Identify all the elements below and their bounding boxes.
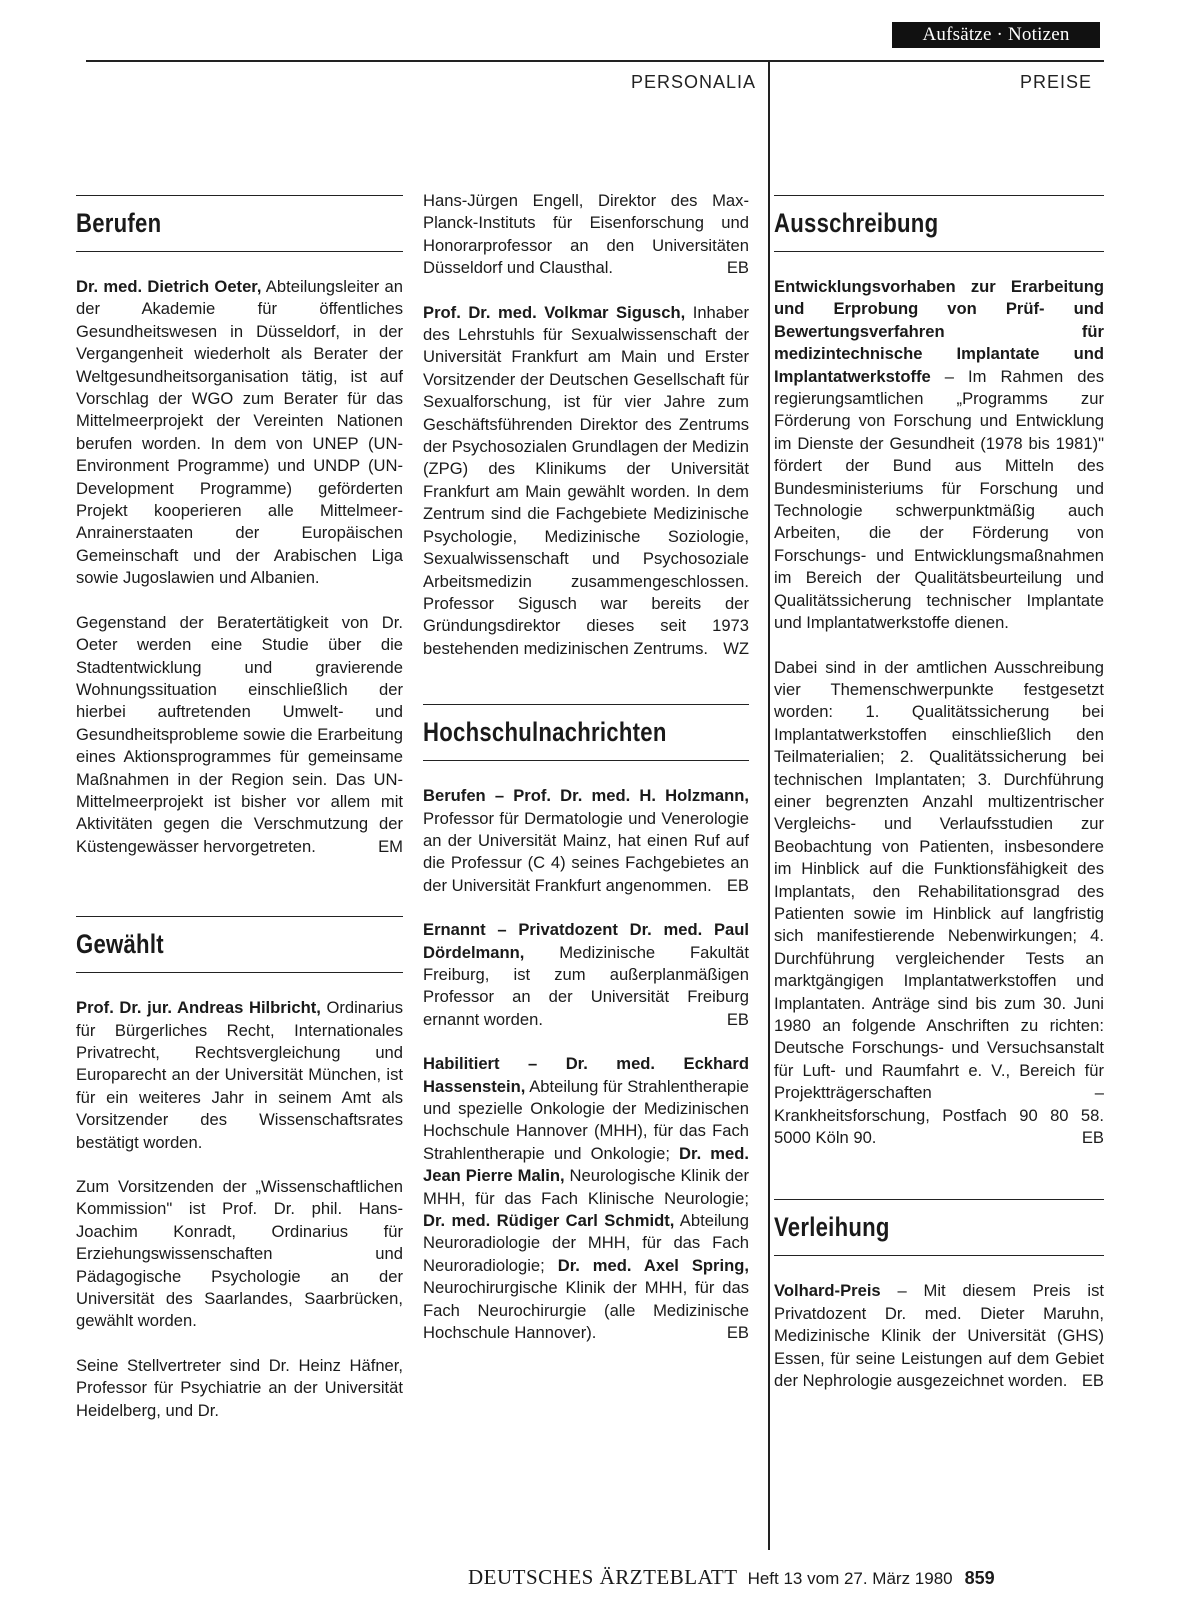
heading-hochschulnachrichten: Hochschulnachrichten [423,717,667,748]
paragraph-text: Neurologische Klinik der MHH, für das Fach Klinische Neurologie; [423,1166,749,1208]
person-name: Dr. med. Rüdiger Carl Schmidt, [423,1211,675,1231]
paragraph-konradt [76,1176,403,1333]
paragraph-text: Abteilungsleiter an der Akademie für öffentliches Gesundheitswesen in Düsseldorf, in der Vergangenheit wiederholt als Berater der Weltgesundheitsorganisation tätig, ist auf Vorschlag der WGO zum Berater für das Mittelmeerprojekt der Vereinten Nationen berufen worden. In dem von UNEP (UN-Environment Programme) und UNDP (UN-Development Programme) geförderten Projekt kooperieren alle Mittelmeer-Anrainerstaaten der Europäischen Gemeinschaft und der Arabischen Liga sowie Jugoslawien und Albanien. [76,277,403,588]
author-initials: WZ [723,638,749,658]
paragraph-entwicklungsvorhaben [774,276,1104,635]
author-initials: EM [378,836,403,856]
person-name: Dr. med. Jean Pierre Malin, [423,1143,749,1186]
item-lead: Volhard-Preis [774,1281,881,1301]
author-initials: EB [1081,1128,1104,1148]
heading-rule [423,704,749,705]
paragraph-volhard-preis [774,1280,1104,1392]
heading-rule [76,916,403,917]
paragraph-text: Abteilung Neuroradiologie der MHH, für das Fach Neuroradiologie; [423,1211,749,1275]
paragraph-text: Seine Stellvertreter sind Dr. Heinz Häfner, Professor für Psychiatrie an der Universität Heidelberg, und Dr. [76,1355,403,1420]
paragraph-text: Professor für Dermatologie und Venerologie an der Universität Mainz, hat einen Ruf auf die Professur (C 4) seines Fachgebietes an der Universität Frankfurt angenommen. [423,808,749,895]
paragraph-text: Inhaber des Lehrstuhls für Sexualwissenschaft der Universität Frankfurt am Main und Erster Vorsitzender der Deutschen Gesellschaft für Sexualforschung, ist für vier Jahre zum Geschäftsführenden Direktor des Zentrums der Psychosozialen Grundlagen der Medizin (ZPG) des Klinikums der Universität Frankfurt am Main gewählt worden. In dem Zentrum sind die Fachgebiete Medizinische Psychologie, Medizinische Soziologie, Sexualwissenschaft und Psychosoziale Arbeitsmedizin zusammengeschlossen. Professor Sigusch war bereits der Gründungsdirektor dieses seit 1973 bestehenden medizinischen Zentrums. [423,302,749,658]
paragraph-text: – Mit diesem Preis ist Privatdozent Dr. med. Dieter Maruhn, Medizinische Klinik der Universität (GHS) Essen, für seine Leistungen auf dem Gebiet der Nephrologie ausgezeichnet worden. [774,1281,1104,1391]
heading-rule [76,972,403,973]
author-initials: EB [726,875,749,895]
person-name: Prof. Dr. med. Volkmar Sigusch, [423,302,686,322]
paragraph-text: Ordinarius für Bürgerliches Recht, Internationales Privatrecht, Rechtsvergleichung und Europarecht an der Universität München, ist für ein weiteres Jahr in seinem Amt als Vorsitzender des Wissenschaftsrates bestätigt worden. [76,998,404,1152]
paragraph-text: Gegenstand der Beratertätigkeit von Dr. Oeter werden eine Studie über die Stadtentwicklung und gravierende Wohnungssituation einschließlich der hierbei auftretenden Umwelt- und Gesundheitsprobleme sowie die Erarbeitung eines Aktionsprogrammes für gemeinsame Maßnahmen in der Region sein. Das UN-Mittelmeerprojekt ist bisher vor allem mit Aktivitäten gegen die Verschmutzung der Küstengewässer hervorgetreten. [76,612,403,856]
heading-block-gewaehlt [76,916,403,973]
heading-rule [774,1199,1104,1200]
paragraph-engell [423,190,749,280]
item-lead: Entwicklungsvorhaben zur Erarbeitung und Erprobung von Prüf- und Bewertungsverfahren für medizintechnische Implantate und Implantatwerkstoffe [774,277,1104,386]
paragraph-text: Abteilung für Strahlentherapie und spezielle Onkologie der Medizinischen Hochschule Hannover (MHH), für das Fach Strahlentherapie und Onkologie; [423,1076,749,1163]
top-rule [86,60,1104,62]
heading-rule [774,1255,1104,1256]
paragraph-oeter-beratung [76,612,403,858]
heading-rule [76,251,403,252]
paragraph-themenschwerpunkte [774,657,1104,1150]
author-initials: EB [726,1323,749,1343]
heading-gewaehlt: Gewählt [76,929,164,960]
page-number: 859 [964,1568,995,1588]
heading-rule [774,195,1104,196]
heading-berufen: Berufen [76,208,162,238]
paragraph-sigusch [423,302,749,661]
paragraph-holzmann [423,785,749,897]
author-initials: EB [726,1009,749,1029]
journal-name: DEUTSCHES ÄRZTEBLATT [468,1565,738,1589]
category-badge: Aufsätze · Notizen [892,22,1100,48]
column-3 [774,195,1104,1392]
paragraph-habilitationen [423,1053,749,1344]
paragraph-oeter [76,276,403,590]
paragraph-hilbricht [76,997,403,1154]
paragraph-text: Hans-Jürgen Engell, Direktor des Max-Planck-Instituts für Eisenforschung und Honorarprofessor an den Universitäten Düsseldorf und Clausthal. [423,191,749,278]
column-2 [423,190,749,1344]
heading-rule [76,195,403,196]
heading-block-berufen [76,195,403,252]
section-label-personalia: PERSONALIA [631,72,757,92]
paragraph-text: – Im Rahmen des regierungsamtlichen „Programms zur Förderung von Forschung und Entwicklung im Dienste der Gesundheit (1978 bis 1981)" fördert der Bund aus Mitteln des Bundesministeriums für Forschung und Technologie schwerpunktmäßig auch Arbeiten, die der Förderung von Forschungs- und Entwicklungsmaßnahmen im Bereich der Qualitätsbeurteilung und Qualitätssicherung technischer Implantate und Implantatwerkstoffe dienen. [774,366,1104,633]
item-lead: Berufen – Prof. Dr. med. H. Holzmann, [423,786,749,806]
section-label-preise: PREISE [1020,72,1093,92]
paragraph-doerdelmann [423,919,749,1031]
heading-block-hochschulnachrichten [423,704,749,761]
page-footer [468,1565,1108,1590]
heading-rule [423,760,749,761]
heading-block-verleihung [774,1199,1104,1256]
item-lead: Ernannt – Privatdozent Dr. med. Paul Dördelmann, [423,920,749,962]
heading-rule [774,251,1104,252]
column-1 [76,195,403,1422]
person-name: Dr. med. Dietrich Oeter, [76,277,262,296]
paragraph-text: Zum Vorsitzenden der „Wissenschaftlichen Kommission" ist Prof. Dr. phil. Hans-Joachim Konradt, Ordinarius für Erziehungswissenschaften und Pädagogische Psychologie an der Universität des Saarlandes, Saarbrücken, gewählt worden. [76,1177,403,1331]
heading-block-ausschreibung [774,195,1104,252]
column-divider [768,60,770,1550]
paragraph-text: Medizinische Fakultät Freiburg, ist zum außerplanmäßigen Professor an der Universität Freiburg ernannt worden. [423,942,749,1029]
paragraph-stellvertreter [76,1355,403,1422]
heading-ausschreibung: Ausschreibung [774,208,939,238]
heading-verleihung: Verleihung [774,1212,890,1243]
person-name: Dr. med. Axel Spring, [557,1255,750,1275]
issue-info: Heft 13 vom 27. März 1980 [747,1569,953,1588]
person-name: Prof. Dr. jur. Andreas Hilbricht, [76,998,321,1018]
author-initials: EB [726,258,749,278]
paragraph-text: Neurochirurgische Klinik der MHH, für das Fach Neurochirurgie (alle Medizinische Hochschule Hannover). [423,1278,749,1343]
paragraph-text: Dabei sind in der amtlichen Ausschreibung vier Themenschwerpunkte festgesetzt worden: 1. Qualitätssicherung bei Implantatwerkstoffen einschließlich den Teilmaterialien; 2. Qualitätssicherung bei technischen Implantaten; 3. Durchführung einer begrenzten Anzahl multizentrischer Vergleichs- und Verlaufsstudien zur Beobachtung von Patienten, insbesondere im Hinblick auf die Funktionsfähigkeit des Implantats, den Rehabilitationsgrad des Patienten sowie im Hinblick auf langfristig sich manifestierende Nebenwirkungen; 4. Durchführung vergleichender Tests an marktgängigen Implantatwerkstoffen und Implantaten. Anträge sind bis zum 30. Juni 1980 an folgende Anschriften zu richten: Deutsche Forschungs- und Versuchsanstalt für Luft- und Raumfahrt e. V., Bereich für Projektträgerschaften – Krankheitsforschung, Postfach 90 80 58. 5000 Köln 90. [774,657,1104,1148]
author-initials: EB [1081,1371,1104,1391]
item-lead: Habilitiert – Dr. med. Eckhard Hassenstein, [423,1054,749,1096]
